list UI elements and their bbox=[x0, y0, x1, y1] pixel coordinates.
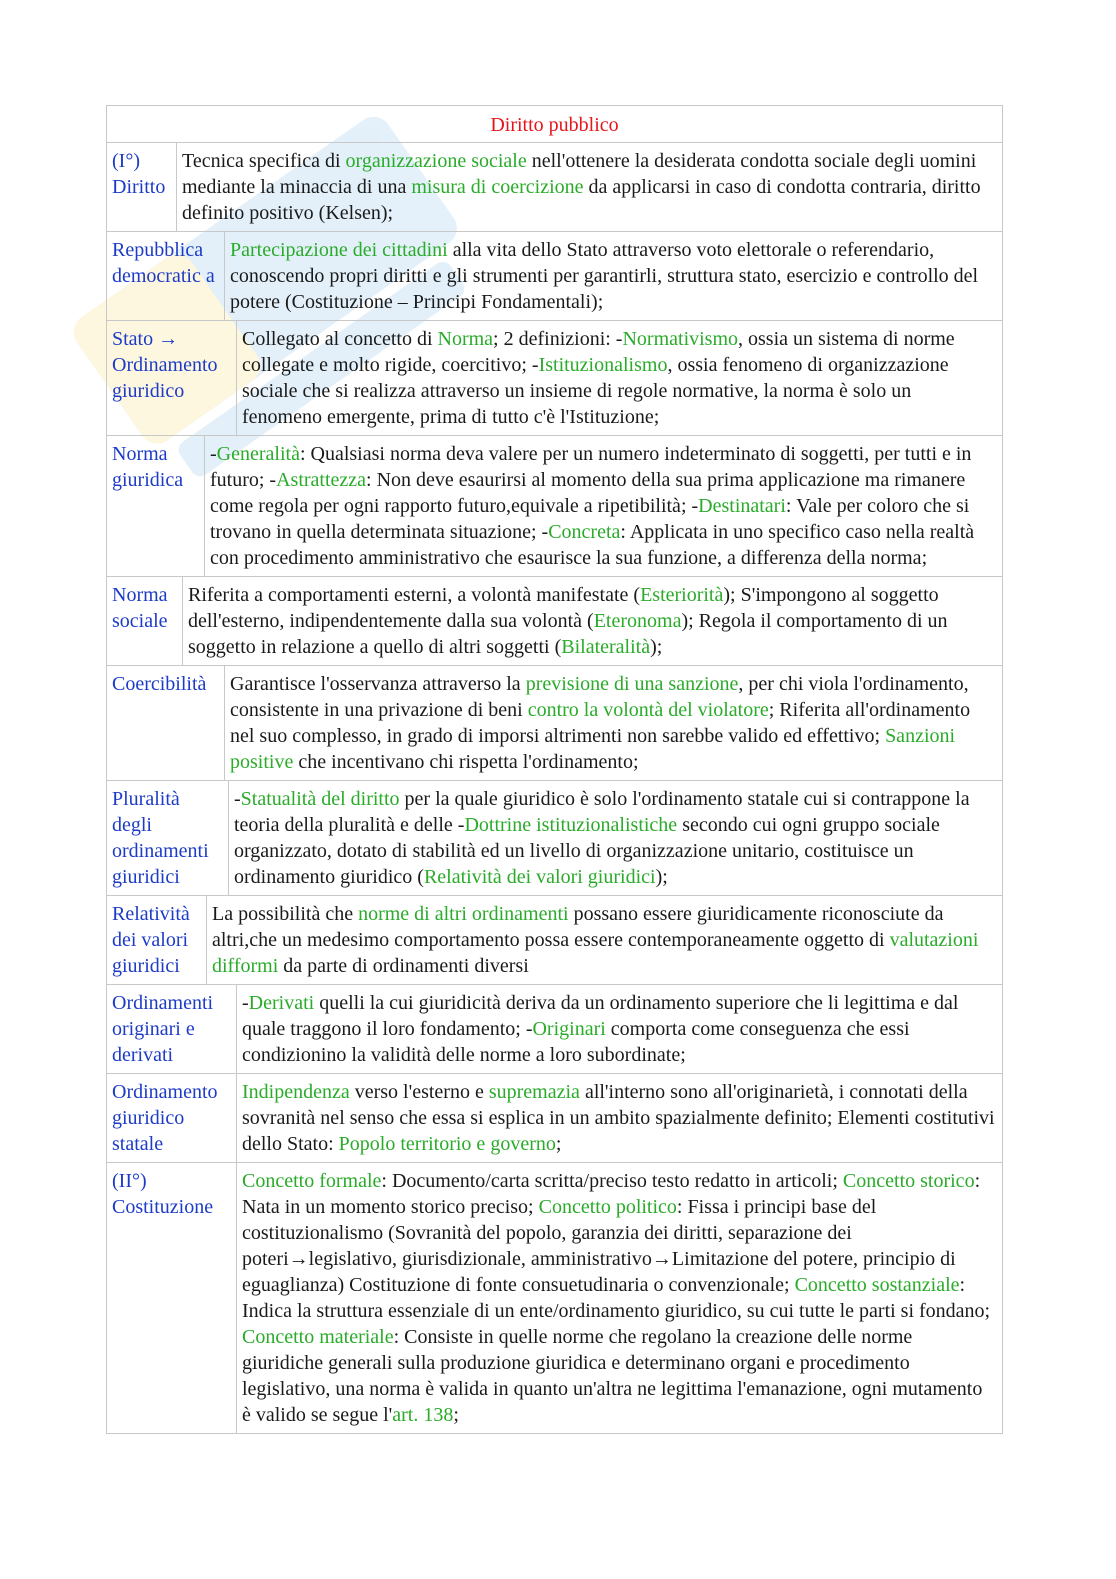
definition-text: Tecnica specifica di bbox=[182, 150, 346, 172]
definition-text: comporta come conseguenza che essi condizionino la validità delle norme a loro subordinate; bbox=[242, 1018, 910, 1066]
highlighted-term: Generalità bbox=[216, 443, 300, 465]
definition-text: da applicarsi in caso di condotta contraria, diritto definito positivo (Kelsen); bbox=[182, 176, 981, 224]
entry-definition bbox=[207, 896, 1002, 984]
entry-definition bbox=[225, 666, 1002, 780]
entry-definition bbox=[237, 321, 1002, 435]
highlighted-term: Concetto storico bbox=[842, 1170, 975, 1192]
definition-text: ; bbox=[555, 1133, 562, 1155]
highlighted-term: norme di altri ordinamenti bbox=[358, 903, 569, 925]
document-title: Diritto pubblico bbox=[490, 114, 619, 136]
definition-text: Collegato al concetto di bbox=[242, 328, 438, 350]
definition-text: : Qualsiasi norma deva valere per un numero indeterminato di soggetti, per tutti e in futuro; - bbox=[210, 443, 972, 491]
entry-term: Coercibilità bbox=[107, 666, 225, 780]
definition-text: La possibilità che bbox=[212, 903, 359, 925]
entry-term: Repubblica democratic a bbox=[107, 232, 225, 320]
entry-row bbox=[106, 435, 1003, 576]
definition-text: : Non deve esaurirsi al momento della sua prima applicazione ma rimanere come regola per ogni rapporto futuro,equivale a ripetibilità; - bbox=[210, 469, 966, 517]
definition-text: , ossia un sistema di norme collegate e molto rigide, coercitivo; - bbox=[242, 328, 955, 376]
highlighted-term: Bilateralità bbox=[561, 636, 651, 658]
highlighted-term: Esteriorità bbox=[640, 584, 724, 606]
highlighted-term: Concreta bbox=[548, 521, 621, 543]
entry-definition bbox=[183, 577, 1002, 665]
entry-row bbox=[106, 576, 1003, 665]
highlighted-term: Destinatari bbox=[698, 495, 786, 517]
definition-text: : Consiste in quelle norme che regolano la creazione delle norme giuridiche generali sulla produzione giuridica e determinano organi e procedimento legislativo, una norma è valida in quanto un'altra ne legittima l'emanazione, ogni mutamento è valido se segue l' bbox=[242, 1326, 983, 1426]
definition-text: - bbox=[210, 443, 217, 465]
definition-text: verso l'esterno e bbox=[349, 1081, 489, 1103]
entry-row bbox=[106, 142, 1003, 231]
highlighted-term: Eteronoma bbox=[593, 610, 682, 632]
entry-term: Ordinamento giuridico statale bbox=[107, 1074, 237, 1162]
highlighted-term: Derivati bbox=[248, 992, 315, 1014]
entry-definition bbox=[205, 436, 1002, 576]
entry-row bbox=[106, 895, 1003, 984]
highlighted-term: Istituzionalismo bbox=[538, 354, 668, 376]
definition-text: - bbox=[234, 788, 241, 810]
entry-definition bbox=[229, 781, 1002, 895]
definition-text: per la quale giuridico è solo l'ordinamento statale cui si contrappone la teoria della pluralità e delle - bbox=[234, 788, 970, 836]
highlighted-term: contro la volontà del violatore bbox=[527, 699, 769, 721]
definition-text: ; Riferita all'ordinamento nel suo complesso, in grado di imporsi altrimenti non sarebbe valido ed effettivo; bbox=[230, 699, 971, 747]
definition-text: possano essere giuridicamente riconosciute da altri,che un medesimo comportamento possa essere contemporaneamente oggetto di bbox=[212, 903, 944, 951]
highlighted-term: supremazia bbox=[488, 1081, 580, 1103]
highlighted-term: Statualità del diritto bbox=[240, 788, 400, 810]
definition-text: quelli la cui giuridicità deriva da un ordinamento superiore che li legittima e dal quale traggono il loro fondamento; - bbox=[242, 992, 959, 1040]
entry-row bbox=[106, 1073, 1003, 1162]
definition-text: ); S'impongono al soggetto dell'esterno, indipendentemente dalla sua volontà ( bbox=[188, 584, 939, 632]
definition-text: ; bbox=[453, 1404, 459, 1426]
highlighted-term: Norma bbox=[437, 328, 494, 350]
definition-text: , ossia fenomeno di organizzazione sociale che si realizza attraverso un insieme di regole normative, la norma è solo un fenomeno emergente, prima di tutto c'è l'Istituzione; bbox=[242, 354, 949, 428]
highlighted-term: previsione di una sanzione bbox=[525, 673, 739, 695]
document-header bbox=[106, 105, 1003, 142]
highlighted-term: Originari bbox=[532, 1018, 606, 1040]
entry-term: Stato → Ordinamento giuridico bbox=[107, 321, 237, 435]
definition-text: ); Regola il comportamento di un soggetto in relazione a quello di altri soggetti ( bbox=[188, 610, 948, 658]
definition-text: alla vita dello Stato attraverso voto elettorale o referendario, conoscendo propri diritti e gli strumenti per garantirli, struttura stato, esercizio e controllo del potere (Costituzione – Principi Fondamentali); bbox=[230, 239, 979, 313]
definition-text: nell'ottenere la desiderata condotta sociale degli uomini mediante la minaccia di una bbox=[182, 150, 977, 198]
definition-text: : Vale per coloro che si trovano in quella determinata situazione; - bbox=[210, 495, 970, 543]
entry-row bbox=[106, 780, 1003, 895]
definition-text: Riferita a comportamenti esterni, a volontà manifestate ( bbox=[188, 584, 641, 606]
highlighted-term: Dottrine istituzionalistiche bbox=[464, 814, 678, 836]
highlighted-term: valutazioni difformi bbox=[212, 929, 979, 977]
entry-definition bbox=[237, 1163, 1002, 1433]
entry-row bbox=[106, 1162, 1003, 1434]
definition-text: , per chi viola l'ordinamento, consistente in una privazione di beni bbox=[230, 673, 969, 721]
entry-term: (II°) Costituzione bbox=[107, 1163, 237, 1433]
entry-row bbox=[106, 231, 1003, 320]
entry-row bbox=[106, 665, 1003, 780]
entry-term: Relatività dei valori giuridici bbox=[107, 896, 207, 984]
highlighted-term: Concetto formale bbox=[242, 1170, 382, 1192]
highlighted-term: Concetto materiale bbox=[242, 1326, 394, 1348]
highlighted-term: Concetto sostanziale bbox=[794, 1274, 960, 1296]
definition-text: : Nata in un momento storico preciso; bbox=[242, 1170, 981, 1218]
entry-term: Norma sociale bbox=[107, 577, 183, 665]
definition-text: ); bbox=[650, 636, 663, 658]
definition-text: : Fissa i principi base del costituzionalismo (Sovranità del popolo, garanzia dei diritti, separazione dei poteri→legislativo, giurisdizionale, amministrativo→Limitazione del potere, principio di eguaglianza) Costituzione di fonte consuetudinaria o convenzionale; bbox=[242, 1196, 956, 1296]
definition-text: : Documento/carta scritta/preciso testo redatto in articoli; bbox=[381, 1170, 843, 1192]
entries-list bbox=[106, 142, 1003, 1434]
definition-text: ); bbox=[655, 866, 668, 888]
definition-text: da parte di ordinamenti diversi bbox=[278, 955, 529, 977]
definition-text: Garantisce l'osservanza attraverso la bbox=[230, 673, 526, 695]
definition-text: che incentivano chi rispetta l'ordinamento; bbox=[293, 751, 639, 773]
entry-definition bbox=[237, 1074, 1002, 1162]
highlighted-term: Concetto politico bbox=[538, 1196, 677, 1218]
entry-row bbox=[106, 320, 1003, 435]
definition-text: secondo cui ogni gruppo sociale organizzato, dotato di stabilità ed un livello di organizzazione unitario, costituisce un ordinamento giuridico ( bbox=[234, 814, 940, 888]
entry-definition bbox=[225, 232, 1002, 320]
highlighted-term: Relatività dei valori giuridici bbox=[423, 866, 656, 888]
highlighted-term: Sanzioni positive bbox=[230, 725, 956, 773]
entry-row bbox=[106, 984, 1003, 1073]
highlighted-term: Popolo territorio e governo bbox=[338, 1133, 556, 1155]
entry-term: (I°) Diritto bbox=[107, 143, 177, 231]
definition-text: : Indica la struttura essenziale di un ente/ordinamento giuridico, su cui tutte le parti si fondano; bbox=[242, 1274, 991, 1322]
entry-definition bbox=[237, 985, 1002, 1073]
entry-definition bbox=[177, 143, 1002, 231]
highlighted-term: organizzazione sociale bbox=[345, 150, 527, 172]
highlighted-term: Partecipazione dei cittadini bbox=[230, 239, 448, 261]
highlighted-term: Normativismo bbox=[622, 328, 739, 350]
document-table bbox=[106, 105, 1003, 1434]
definition-text: - bbox=[242, 992, 249, 1014]
definition-text: : Applicata in uno specifico caso nella realtà con procedimento amministrativo che esaurisce la sua funzione, a differenza della norma; bbox=[210, 521, 975, 569]
highlighted-term: Indipendenza bbox=[242, 1081, 350, 1103]
entry-term: Pluralità degli ordinamenti giuridici bbox=[107, 781, 229, 895]
entry-term: Ordinamenti originari e derivati bbox=[107, 985, 237, 1073]
definition-text: ; 2 definizioni: - bbox=[493, 328, 623, 350]
highlighted-term: art. 138 bbox=[392, 1404, 454, 1426]
highlighted-term: Astrattezza bbox=[276, 469, 367, 491]
definition-text: all'interno sono all'originarietà, i connotati della sovranità nel senso che essa si esplica in un ambito spazialmente definito; Elementi costitutivi dello Stato: bbox=[242, 1081, 995, 1155]
highlighted-term: misura di coercizione bbox=[411, 176, 584, 198]
entry-term: Norma giuridica bbox=[107, 436, 205, 576]
